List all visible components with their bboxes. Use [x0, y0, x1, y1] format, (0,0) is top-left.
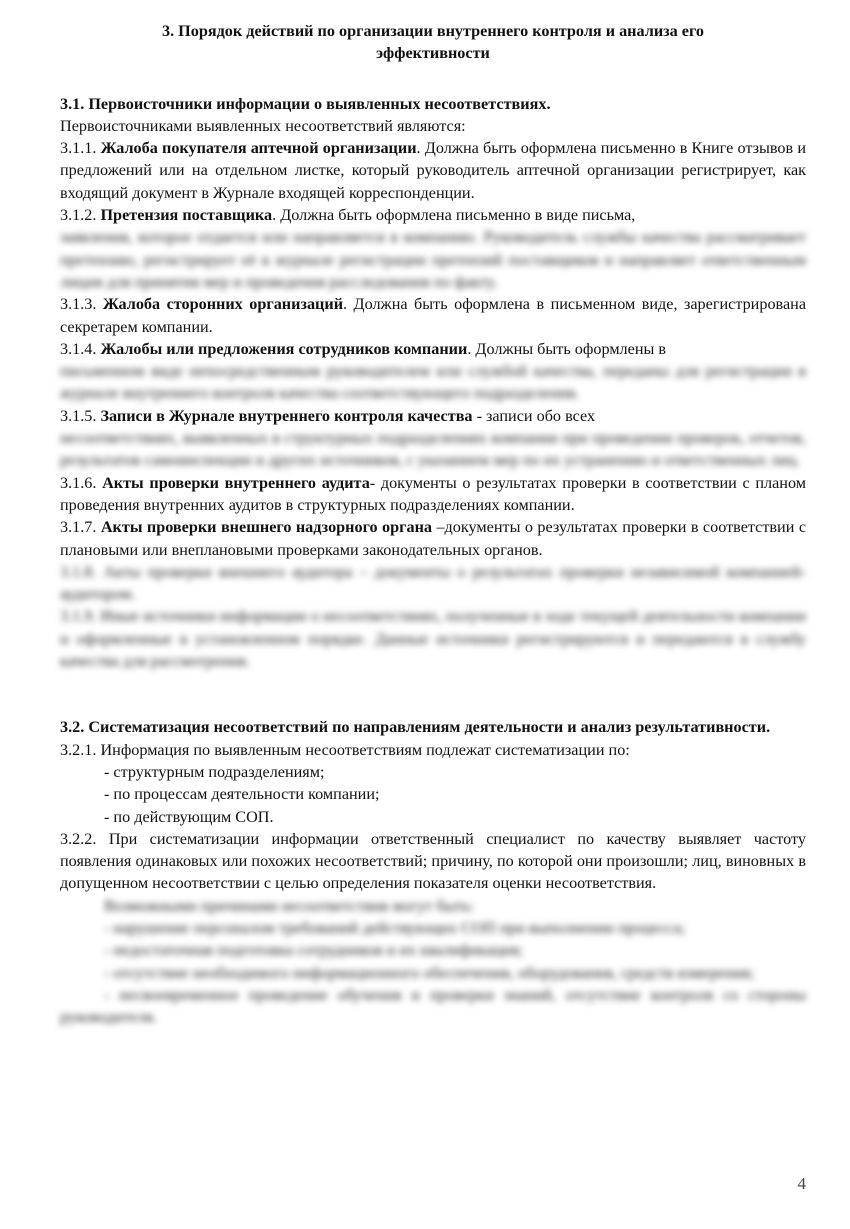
- item-3-1-6: 3.1.6. Акты проверки внутреннего аудита- документы о результатах проверки в соответствии с планом проведения внутренних аудитов в структурных подразделениях компании.: [60, 473, 806, 514]
- item-3-1-2-title: Претензия поставщика: [100, 206, 273, 225]
- paragraph-intro: Первоисточниками выявленных несоответствий являются:: [60, 116, 466, 135]
- page-number: 4: [797, 1174, 806, 1193]
- document-page: [60, 20, 806, 1028]
- section-title: [60, 20, 806, 65]
- blurred-text-block: 3.1.8. Акты проверки внешнего аудитора – документы о результатах проверки независимой компанией-аудитором. 3.1.9. Иные источники информации о несоответствиях, полученные в ходе текущей деятельности компании и оформленные в установленном порядке. Данные источники регистрируются и передаются в службу качества для рассмотрения.: [60, 562, 806, 671]
- item-3-1-3-title: Жалоба сторонних организаций: [102, 295, 344, 314]
- item-3-1-2: 3.1.2. Претензия поставщика. Должна быть оформлена письменно в виде письма,: [60, 206, 636, 225]
- item-3-1-5-title: Записи в Журнале внутреннего контроля качества: [100, 406, 473, 425]
- blurred-text-block: письменном виде непосредственным руководителем или службой качества, переданы для регистрации в журнале внутреннего контроля качества соответствующего подразделения.: [60, 362, 806, 403]
- subsection-heading-3-1: 3.1. Первоисточники информации о выявленных несоответствиях.: [60, 94, 551, 113]
- item-3-1-4-title: Жалобы или предложения сотрудников компании: [100, 339, 468, 358]
- item-3-1-5: 3.1.5. Записи в Журнале внутреннего контроля качества - записи обо всех: [60, 406, 596, 425]
- paragraph-3-2-2: 3.2.2. При систематизации информации ответственный специалист по качеству выявляет частоту появления одинаковых или похожих несоответствий; причину, по которой они произошли; лиц, виновных в допущенном несоответствии с целью определения показателя оценки несоответствия.: [60, 829, 806, 893]
- blurred-text-block: заявления, которое отдается или направляется в компанию. Руководитель службы качества рассматривает претензию, регистрирует её в журнале регистрации претензий поставщиков и направляет ответственным лицам для принятия мер и проведения расследования по факту.: [60, 228, 806, 291]
- item-3-1-4: 3.1.4. Жалобы или предложения сотрудников компании. Должны быть оформлены в: [60, 339, 667, 358]
- section-title-line-1: 3. Порядок действий по организации внутреннего контроля и анализа его: [161, 22, 705, 40]
- item-3-1-1: 3.1.1. Жалоба покупателя аптечной организации. Должна быть оформлена письменно в Книге отзывов и предложений или на отдельном листке, который руководитель аптечной организации регистрирует, как входящий документ в Журнале входящей корреспонденции.: [60, 139, 807, 202]
- blurred-text-block: несоответствиях, выявленных в структурных подразделениях компании при проведении проверок, отчетов, результатов самоинспекции и других источников, с указанием мер по их устранению и ответственных лиц.: [60, 429, 806, 470]
- item-3-1-1-title: Жалоба покупателя аптечной организации: [100, 139, 417, 158]
- item-3-1-6-title: Акты проверки внутреннего аудита: [102, 473, 370, 492]
- list-item: - по действующим СОП.: [104, 807, 274, 826]
- blurred-text-block: Возможными причинами несоответствия могут быть: - нарушение персоналом требований действующих СОП при выполнении процесса; - недостаточная подготовка сотрудников и их квалификация; - отсутствие необходимого информационного обеспечения, оборудования, средств измерения; - несвоевременное проведение обучения и проверки знаний, отсутствие контроля со стороны руководителя.: [60, 896, 806, 1027]
- list-item: - по процессам деятельности компании;: [104, 785, 380, 804]
- section-title-line-2: эффективности: [376, 44, 490, 63]
- item-3-1-7: 3.1.7. Акты проверки внешнего надзорного органа –документы о результатах проверки в соответствии с плановыми или внеплановыми проверками законодательных органов.: [60, 518, 807, 559]
- item-3-1-7-title: Акты проверки внешнего надзорного органа: [100, 518, 433, 537]
- item-3-1-3: 3.1.3. Жалоба сторонних организаций. Должна быть оформлена в письменном виде, зарегистрирована секретарем компании.: [60, 295, 806, 336]
- subsection-heading-3-2: 3.2. Систематизация несоответствий по направлениям деятельности и анализ результативности.: [60, 718, 771, 737]
- list-item: - структурным подразделениям;: [104, 762, 325, 781]
- paragraph-3-2-1: 3.2.1. Информация по выявленным несоответствиям подлежат систематизации по:: [60, 740, 630, 759]
